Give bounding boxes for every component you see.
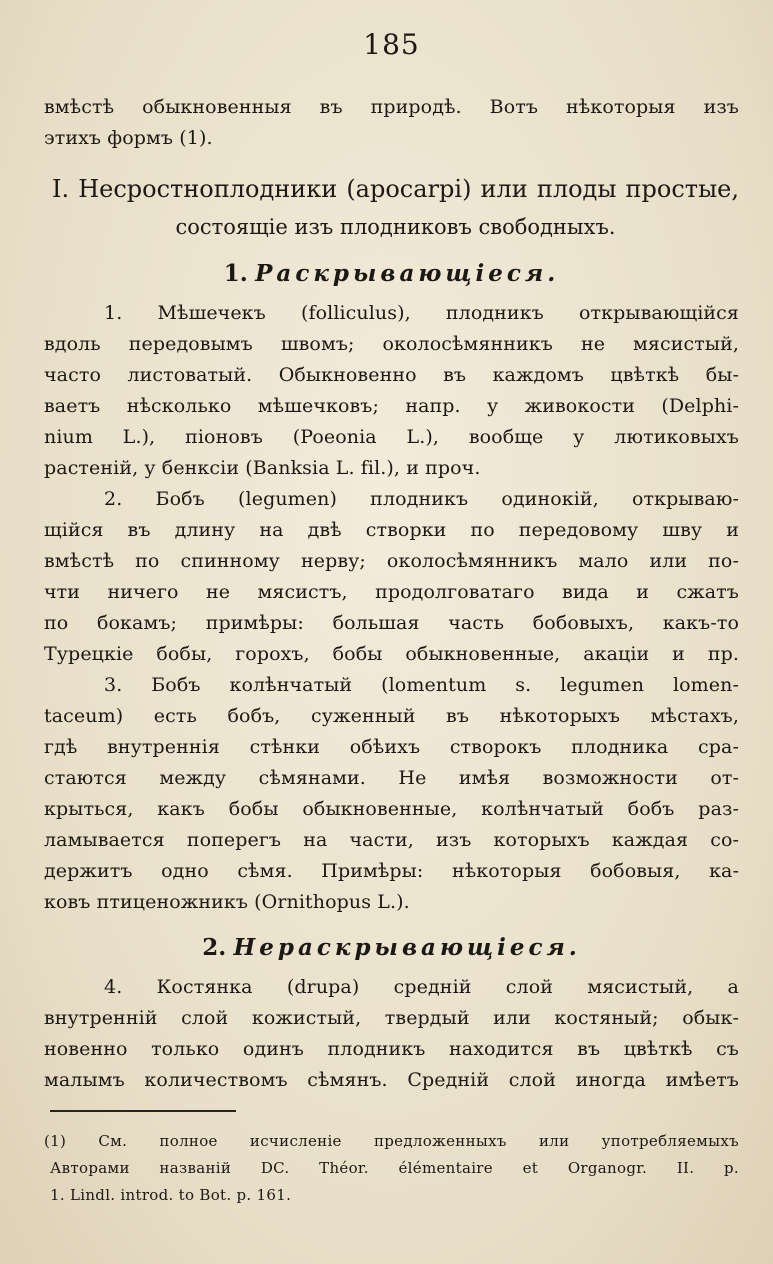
paragraph-folliculus xyxy=(44,298,739,484)
text-line: 2. Бобъ (legumen) плодникъ одинокій, открываю- xyxy=(104,488,739,510)
text-line: крыться, какъ бобы обыкновенные, колѣнчатый бобъ раз- xyxy=(44,798,739,820)
text-line: ламывается поперегъ на части, изъ которыхъ каждая со- xyxy=(44,829,739,851)
subheading-opening xyxy=(44,258,739,290)
text-line: вдоль передовымъ швомъ; околосѣмянникъ не мясистый, xyxy=(44,333,739,355)
text-line: 3. Бобъ колѣнчатый (lomentum s. legumen lomen- xyxy=(104,674,739,696)
subheading-indehiscent xyxy=(44,932,739,964)
text-line: гдѣ внутреннія стѣнки обѣихъ створокъ плодника сра- xyxy=(44,736,739,758)
section-heading-continued: состоящіе изъ плодниковъ свободныхъ. xyxy=(175,215,616,239)
footnote xyxy=(44,1128,739,1209)
paragraph-legumen xyxy=(44,484,739,670)
footnote-divider xyxy=(50,1110,236,1112)
text-line: 4. Костянка (drupa) средній слой мясистый, а xyxy=(104,976,739,998)
text-line: вмѣстѣ обыкновенныя въ природѣ. Вотъ нѣкоторыя изъ xyxy=(44,96,739,118)
subheading-number: 2. xyxy=(202,934,227,961)
text-line: малымъ количествомъ сѣмянъ. Средній слой иногда имѣетъ xyxy=(44,1069,739,1091)
paragraph-drupa xyxy=(44,972,739,1096)
text-line: чти ничего не мясистъ, продолговатаго вида и сжатъ xyxy=(44,581,739,603)
intro-text xyxy=(44,92,739,154)
text-line: ваетъ нѣсколько мѣшечковъ; напр. у живокости (Delphi- xyxy=(44,395,739,417)
footnote-line: 1. Lindl. introd. to Bot. p. 161. xyxy=(50,1186,292,1204)
text-line: растеній, у бенксіи (Banksia L. fil.), и проч. xyxy=(44,457,481,479)
footnote-line: Авторами названій DC. Théor. élémentaire et Organogr. II. p. xyxy=(50,1159,739,1177)
text-line: ковъ птиценожникъ (Ornithopus L.). xyxy=(44,891,410,913)
text-line: стаются между сѣмянами. Не имѣя возможности от- xyxy=(44,767,739,789)
subheading-title: Нераскрывающіеся. xyxy=(233,934,581,961)
text-line: nium L.), піоновъ (Poeonia L.), вообще у лютиковыхъ xyxy=(44,426,739,448)
subheading-title: Раскрывающіеся. xyxy=(255,260,560,287)
text-line: внутренній слой кожистый, твердый или костяный; обык- xyxy=(44,1007,739,1029)
footnote-line: (1) См. полное исчисленіе предложенныхъ или употребляемыхъ xyxy=(44,1132,739,1150)
text-line: 1. Мѣшечекъ (folliculus), плодникъ открывающійся xyxy=(104,302,739,324)
text-line: вмѣстѣ по спинному нерву; околосѣмянникъ мало или по- xyxy=(44,550,739,572)
text-line: этихъ формъ (1). xyxy=(44,127,213,149)
subheading-number: 1. xyxy=(223,260,248,287)
text-line: taceum) есть бобъ, суженный въ нѣкоторыхъ мѣстахъ, xyxy=(44,705,739,727)
paragraph-lomentum xyxy=(44,670,739,918)
text-line: новенно только одинъ плодникъ находится въ цвѣткѣ съ xyxy=(44,1038,739,1060)
section-heading: I. Несростноплодники (apocarpi) или плоды простые, xyxy=(52,175,739,203)
page-number: 185 xyxy=(363,28,420,61)
text-line: Турецкіе бобы, горохъ, бобы обыкновенные, акаціи и пр. xyxy=(44,643,739,665)
text-line: щійся въ длину на двѣ створки по передовому шву и xyxy=(44,519,739,541)
text-line: по бокамъ; примѣры: большая часть бобовыхъ, какъ-то xyxy=(44,612,739,634)
text-line: держитъ одно сѣмя. Примѣры: нѣкоторыя бобовыя, ка- xyxy=(44,860,739,882)
text-line: часто листоватый. Обыкновенно въ каждомъ цвѣткѣ бы- xyxy=(44,364,739,386)
